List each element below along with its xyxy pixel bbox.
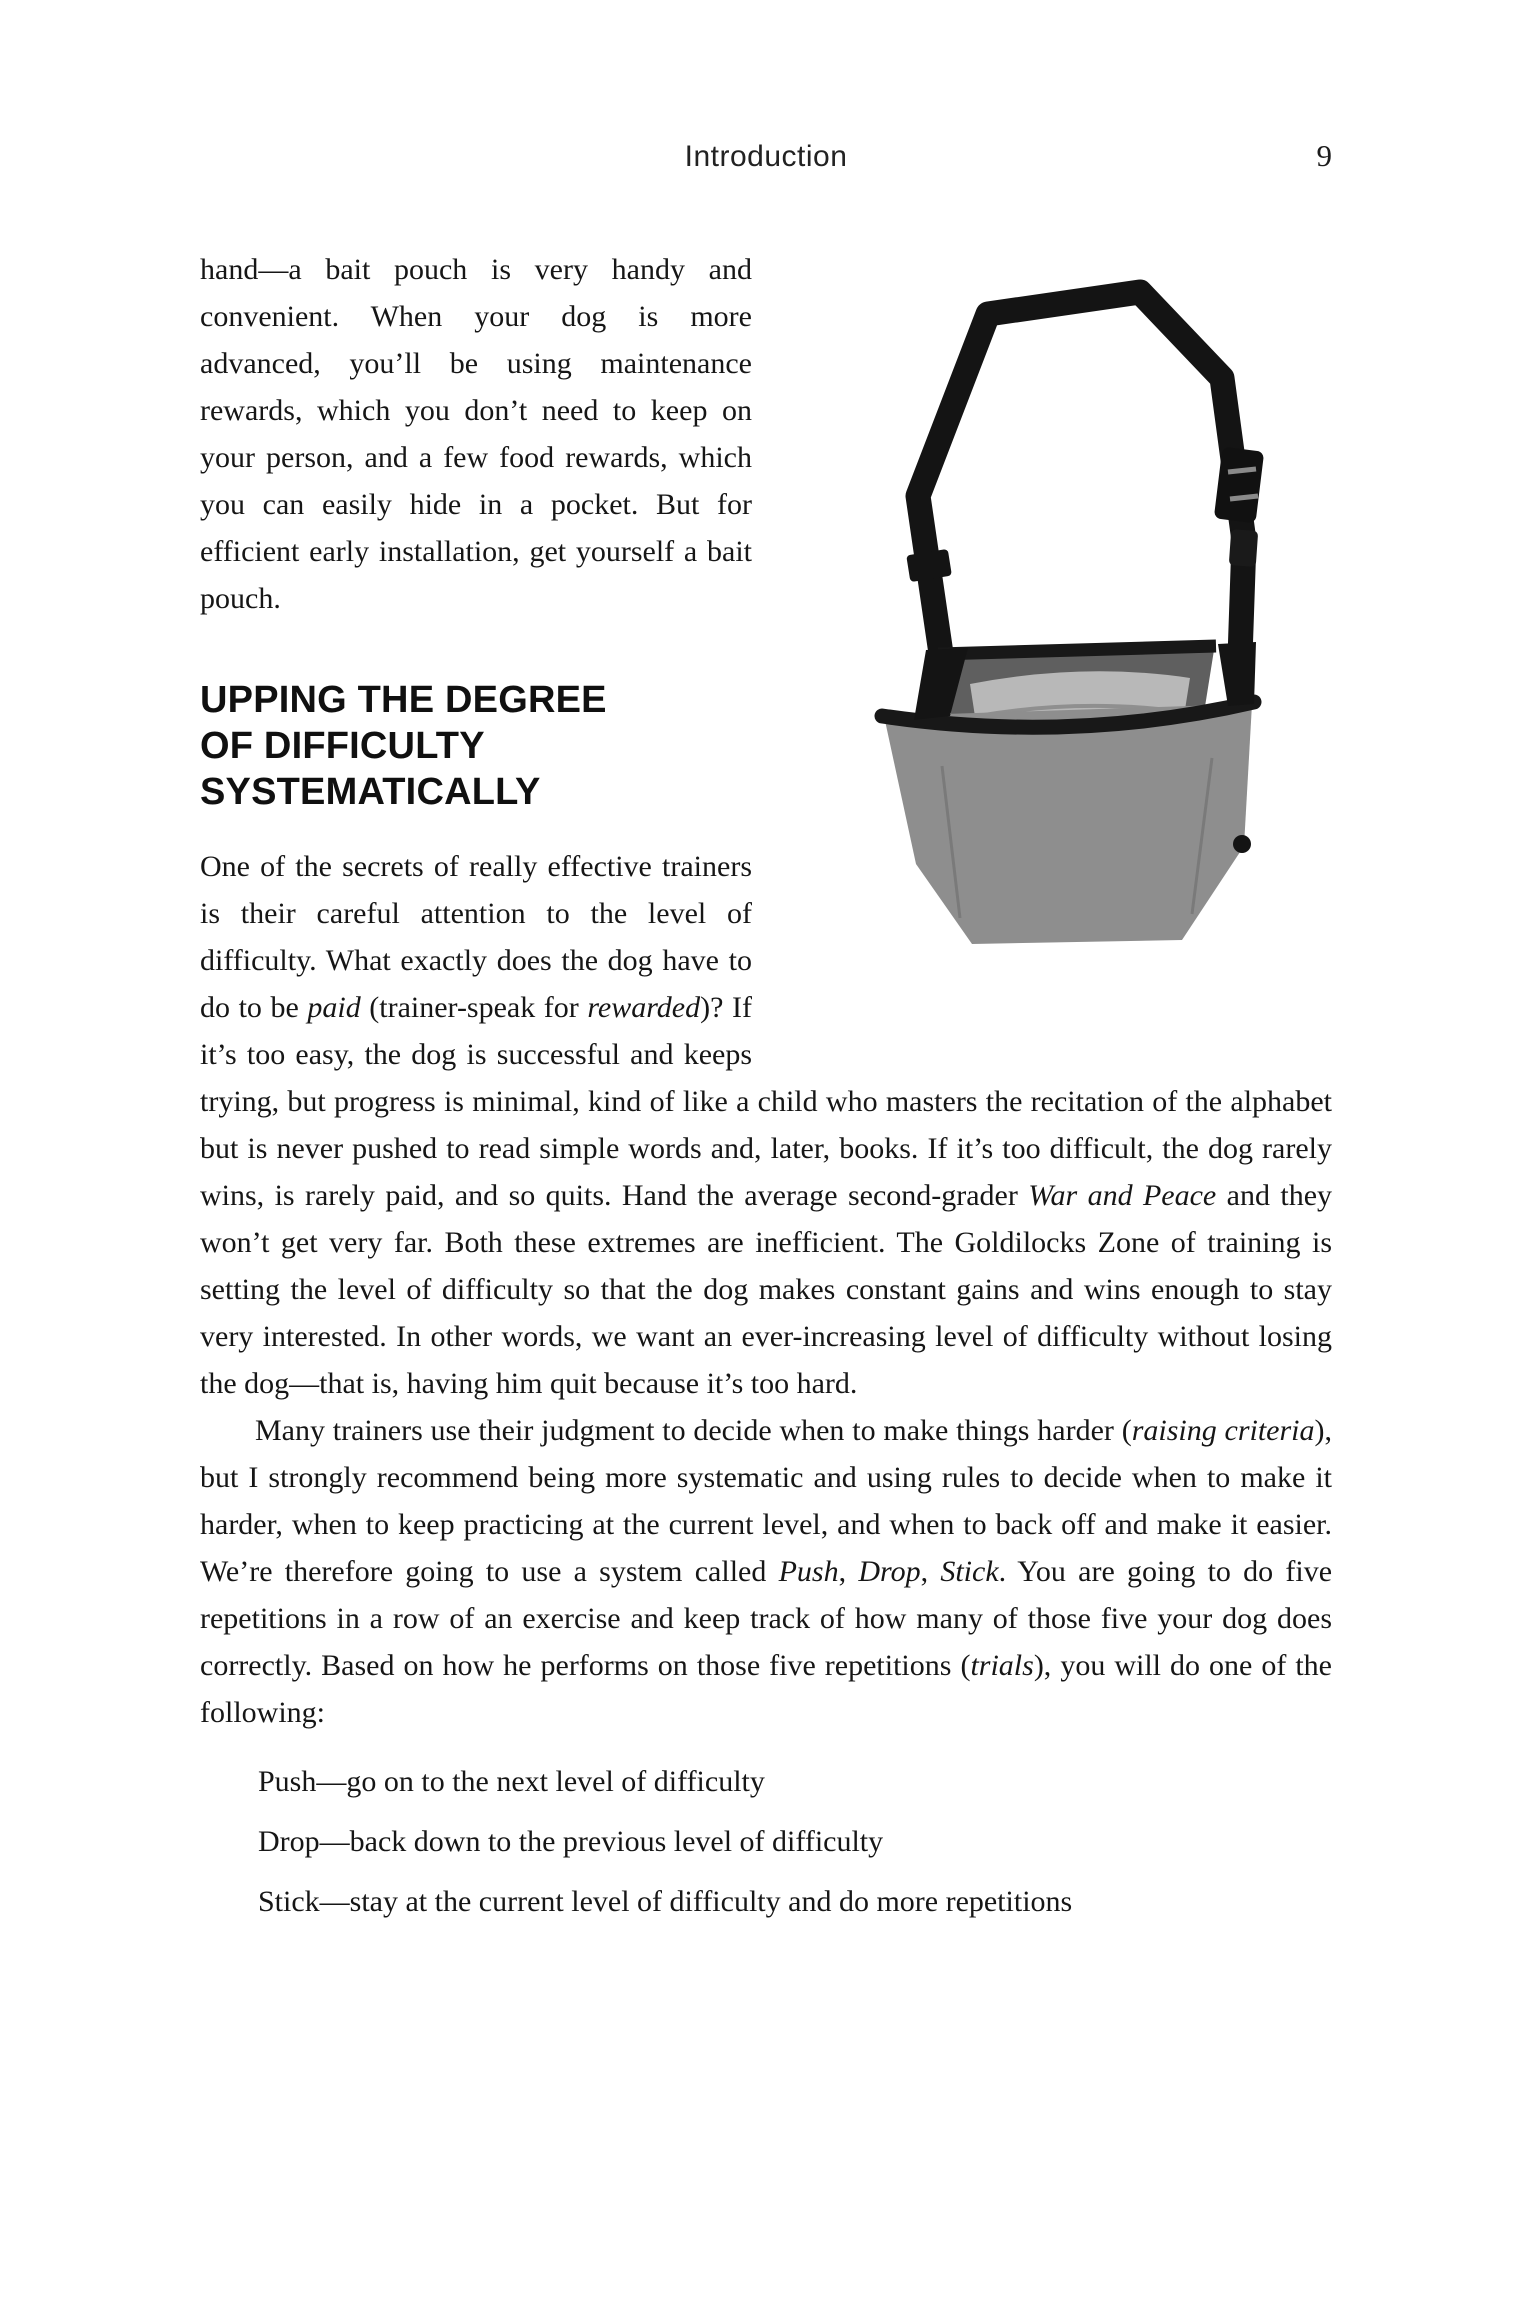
paragraph-continuation: hand—a bait pouch is very handy and convenient. When your dog is more advanced, you’ll be using maintenance rewards, which you don’t need to keep on your person, and a few food rewards, which you can easily hide in a pocket. But for efficient early installation, get yourself a bait pouch. bbox=[200, 253, 752, 615]
list-item-drop: Drop—back down to the previous level of difficulty bbox=[258, 1825, 884, 1858]
pouch-strap bbox=[918, 292, 1244, 686]
section-heading-line: OF DIFFICULTY bbox=[200, 725, 485, 767]
list-item-stick: Stick—stay at the current level of difficulty and do more repetitions bbox=[258, 1885, 1073, 1918]
paragraph-secrets: One of the secrets of really effective trainers is their careful attention to the level of difficulty. What exactly does the dog have to do to be paid (trainer-speak for rewarded)? If it’s too easy, the dog is successful and keeps trying, but progress is minimal, kind of like a child who masters the recitation of the alphabet but is never pushed to read simple words and, later, books. If it’s too difficult, the dog rarely wins, is rarely paid, and so quits. Hand the average second-grader War and Peace and they won’t get very far. Both these extremes are inefficient. The Goldilocks Zone of training is setting the level of difficulty so that the dog makes constant gains and wins enough to stay very interested. In other words, we want an ever-increasing level of difficulty without losing the dog—that is, having him quit because it’s too hard. bbox=[200, 850, 1333, 1400]
paragraph-many-trainers: Many trainers use their judgment to decide when to make things harder (raising criteria), but I strongly recommend being more systematic and using rules to decide when to make it harder, when to keep practicing at the current level, and when to back off and make it easier. We’re therefore going to use a system called Push, Drop, Stick. You are going to do five repetitions in a row of an exercise and keep track of how many of those five your dog does correctly. Based on how he performs on those five repetitions (trials), you will do one of the following: bbox=[200, 1414, 1333, 1729]
bait-pouch-illustration bbox=[792, 246, 1332, 1026]
strap-buckle bbox=[1214, 447, 1264, 524]
section-heading-line: UPPING THE DEGREE bbox=[200, 679, 607, 721]
page-number: 9 bbox=[1316, 138, 1332, 173]
page-header bbox=[200, 140, 1332, 182]
buckle-tail bbox=[1229, 529, 1258, 567]
buckle-slot bbox=[1228, 469, 1256, 472]
strap-attach-right bbox=[1218, 642, 1256, 706]
body-text bbox=[200, 246, 1332, 1925]
running-head: Introduction bbox=[684, 140, 848, 173]
side-clip bbox=[1233, 835, 1251, 853]
back-rim-trim bbox=[938, 646, 1216, 654]
buckle-slot bbox=[1230, 496, 1258, 499]
strap-keeper bbox=[906, 549, 952, 582]
bait-pouch-photo bbox=[792, 246, 1332, 1026]
push-drop-stick-list bbox=[258, 1758, 1332, 1925]
list-item-push: Push—go on to the next level of difficulty bbox=[258, 1765, 765, 1798]
pouch-body bbox=[884, 704, 1252, 944]
section-heading-line: SYSTEMATICALLY bbox=[200, 771, 541, 813]
